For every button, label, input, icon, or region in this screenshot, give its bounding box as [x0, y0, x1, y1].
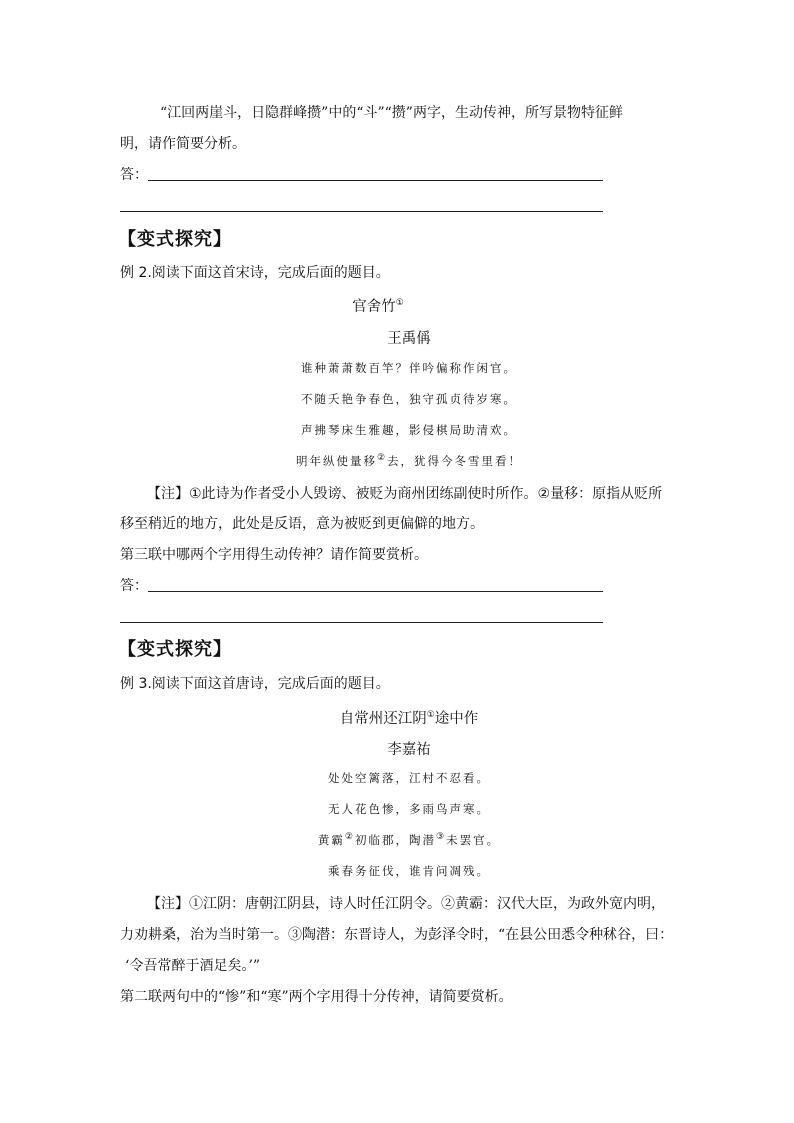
section1-answer-label: 答： [120, 578, 148, 594]
section1-poem-line-3: 声拂琴床生雅趣，影侵棋局助清欢。 [301, 423, 517, 437]
section2-poem-title [0, 707, 794, 728]
section2-line3-c: 未罢官。 [446, 833, 501, 847]
section2-poem-author: 李嘉祐 [387, 742, 431, 758]
q1-answer-label: 答： [120, 167, 148, 183]
section1-note-line1: 【注】①此诗为作者受小人毁谤、被贬为商州团练副使时所作。②量移：原指从贬所 [147, 486, 663, 502]
section2-poem-line-4: 乘春务征伐，谁肯问凋残。 [328, 864, 490, 878]
q1-text-line2: 明，请作简要分析。 [120, 136, 246, 152]
section2-title-a: 自常州还江阴 [339, 711, 427, 727]
section2-title-b: 途中作 [434, 711, 479, 727]
section2-line3-b: 初临郡，陶潜 [355, 833, 436, 847]
section2-prompt: 例 3.阅读下面这首唐诗，完成后面的题目。 [120, 676, 390, 692]
section1-poem-author: 王禹偁 [387, 331, 431, 347]
section1-last-line-b: 去，犹得今冬雪里看！ [387, 454, 523, 468]
section2-poem-line-2: 无人花色惨，多雨鸟声寒。 [328, 802, 490, 816]
section1-title-note: ① [395, 298, 404, 309]
section1-last-line-a: 明年纵使量移 [295, 454, 377, 468]
section2-title-note: ① [426, 710, 435, 721]
q1-answer-line-1[interactable] [148, 180, 603, 181]
section2-line3-note2: ③ [436, 832, 447, 843]
section2-note-line2: 力劝耕桑，治为当时第一。③陶潜：东晋诗人，为彭泽令时，“在县公田悉令种秫谷，曰： [120, 927, 674, 943]
section1-prompt: 例 2.阅读下面这首宋诗，完成后面的题目。 [120, 265, 390, 281]
section1-poem-line-1: 谁种萧萧数百竿？伴吟偏称作闲官。 [301, 361, 517, 375]
section2-poem-line-1: 处处空篱落，江村不忍看。 [328, 771, 490, 785]
section1-poem-title [0, 295, 756, 316]
section1-answer-line-2[interactable] [120, 622, 603, 623]
section1-last-line-note: ② [376, 453, 388, 464]
section2-heading: 【变式探究】 [118, 639, 232, 660]
q1-answer-line-2[interactable] [120, 211, 603, 212]
section1-heading: 【变式探究】 [118, 229, 232, 250]
section1-note-line2: 移至稍近的地方，此处是反语，意为被贬到更偏僻的地方。 [120, 516, 484, 532]
section1-answer-line-1[interactable] [148, 591, 603, 592]
section2-note-line1: 【注】①江阴：唐朝江阴县，诗人时任江阴令。②黄霸：汉代大臣，为政外宽内明， [147, 896, 665, 912]
section1-poem-line-4 [0, 453, 794, 469]
section2-line3-note1: ② [344, 832, 355, 843]
section1-title-text: 官舍竹 [352, 299, 396, 315]
section2-poem-line-3 [0, 832, 794, 848]
section2-line3-a: 黄霸 [317, 833, 345, 847]
section1-question: 第三联中哪两个字用得生动传神？请作简要赏析。 [120, 547, 428, 563]
section2-note-line3: ‘令吾常醉于酒足矣。’” [125, 958, 261, 974]
section1-poem-line-2: 不随夭艳争春色，独守孤贞待岁寒。 [301, 392, 517, 406]
q1-text-line1: “江回两崖斗，日隐群峰攒”中的“斗”“攒”两字，生动传神，所写景物特征鲜 [160, 105, 623, 121]
section2-question: 第二联两句中的“惨”和“寒”两个字用得十分传神，请简要赏析。 [120, 989, 513, 1005]
